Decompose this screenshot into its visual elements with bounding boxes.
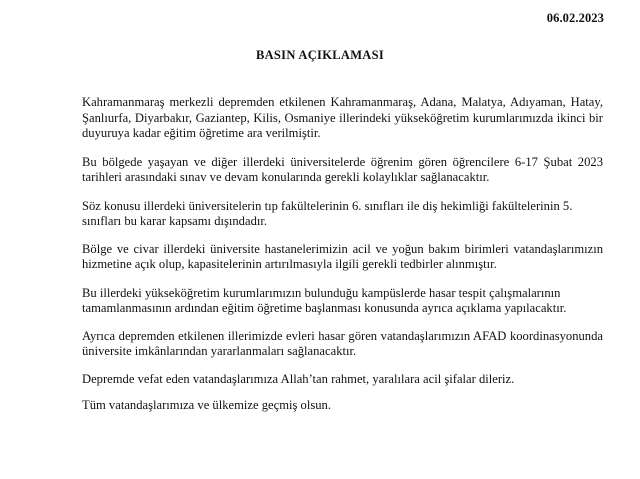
paragraph-condolences: Depremde vefat eden vatandaşlarımıza Allah’tan rahmet, yaralılara acil şifalar dileriz. [82,371,515,386]
paragraph-exam-accommodations: Bu bölgede yaşayan ve diğer illerdeki üniversitelerde öğrenim gören öğrencilere 6-17 Şubat 2023 tarihleri arasındaki sınav ve devam konularında gerekli kolaylıklar sağlanacaktır. [82,154,603,184]
paragraph-medical-exception: Söz konusu illerdeki üniversitelerin tıp fakültelerinin 6. sınıfları ile diş hekimliği fakültelerinin 5. sınıfları bu karar kapsamı dışındadır. [82,198,573,228]
paragraph-hospitals: Bölge ve civar illerdeki üniversite hastanelerimizin acil ve yoğun bakım birimleri vatandaşlarımızın hizmetine açık olup, kapasitelerinin artırılmasıyla ilgili gerekli tedbirler alınmıştır. [82,241,603,271]
paragraph-get-well: Tüm vatandaşlarımıza ve ülkemize geçmiş olsun. [82,398,331,412]
paragraph-afad-coordination: Ayrıca depremden etkilenen illerimizde evleri hasar gören vatandaşlarımızın AFAD koordinasyonunda üniversite imkânlarından yararlanmaları sağlanacaktır. [82,328,603,358]
paragraph-closure-notice: Kahramanmaraş merkezli depremden etkilenen Kahramanmaraş, Adana, Malatya, Adıyaman, Hatay, Şanlıurfa, Diyarbakır, Gaziantep, Kilis, Osmaniye illerindeki yükseköğretim kurumlarımızda ikinci bir duyuruya kadar eğitim öğretime ara verilmiştir. [82,95,603,140]
paragraph-damage-assessment: Bu illerdeki yükseköğretim kurumlarımızın bulunduğu kampüslerde hasar tespit çalışmalarının tamamlanmasının ardından eğitim öğretime başlanması konusunda ayrıca açıklama yapılacaktır. [82,285,567,315]
document-body [82,95,603,426]
document-date: 06.02.2023 [546,11,604,25]
document-title: BASIN AÇIKLAMASI [255,48,385,62]
